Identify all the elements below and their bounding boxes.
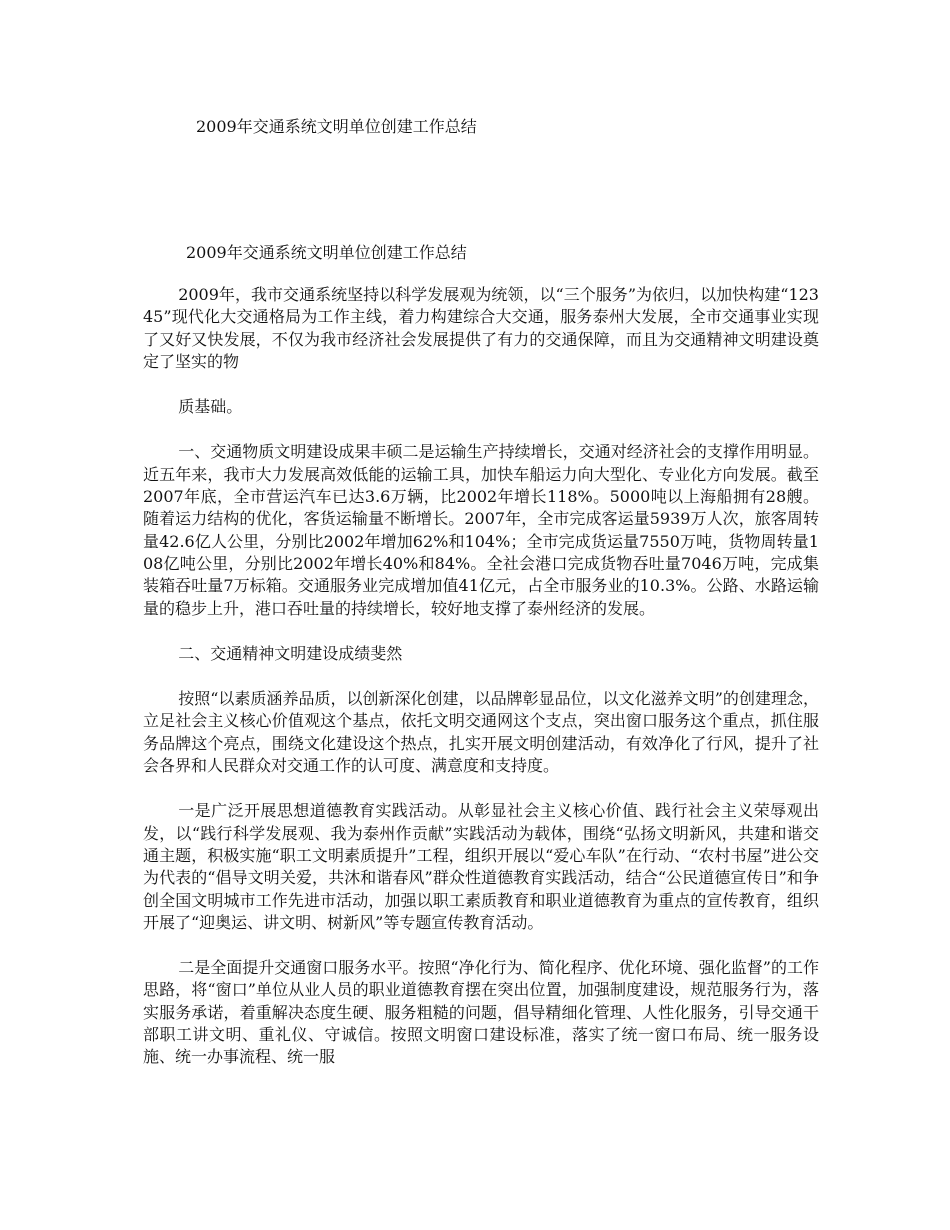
paragraph-moral-education: 一是广泛开展思想道德教育实践活动。从彰显社会主义核心价值、践行社会主义荣辱观出发，以“践行科学发展观、我为泰州作贡献”实践活动为载体，围绕“弘扬文明新风，共建和谐交通主题，积极实施“职工文明素质提升”工程，组织开展以“爱心车队”在行动、“农村书屋”进公交为代表的“倡导文明关爱，共沐和谐春风”群众性道德教育实践活动，结合“公民道德宣传日”和争创全国文明城市工作先进市活动，加强以职工素质教育和职业道德教育为重点的宣传教育，组织开展了“迎奥运、讲文明、树新风”等专题宣传教育活动。 [143, 801, 819, 932]
paragraph-window-service: 二是全面提升交通窗口服务水平。按照“净化行为、简化程序、优化环境、强化监督”的工作思路，将“窗口”单位从业人员的职业道德教育摆在突出位置，加强制度建设，规范服务行为，落实服务承诺，着重解决态度生硬、服务粗糙的问题，倡导精细化管理、人性化服务，引导交通干部职工讲文明、重礼仪、守诚信。按照文明窗口建设标准，落实了统一窗口布局、统一服务设施、统一办事流程、统一服 [143, 958, 819, 1067]
paragraph-creation-concept: 按照“以素质涵养品质，以创新深化创建，以品牌彰显品位，以文化滋养文明”的创建理念，立足社会主义核心价值观这个基点，依托文明交通网这个支点，突出窗口服务这个重点，抓住服务品牌这个亮点，围绕文化建设这个热点，扎实开展文明创建活动，有效净化了行风，提升了社会各界和人民群众对交通工作的认可度、满意度和支持度。 [143, 689, 819, 776]
section-heading-spiritual-civilization: 二、交通精神文明建设成绩斐然 [178, 643, 403, 663]
document-body [143, 284, 819, 1091]
paragraph-material-civilization: 一、交通物质文明建设成果丰硕二是运输生产持续增长，交通对经济社会的支撑作用明显。近五年来，我市大力发展高效低能的运输工具，加快车船运力向大型化、专业化方向发展。截至2007年底，全市营运汽车已达3.6万辆，比2002年增长118%。5000吨以上海船拥有28艘。随着运力结构的优化，客货运输量不断增长。2007年，全市完成客运量5939万人次，旅客周转量42.6亿人公里，分别比2002年增加62%和104%；全市完成货运量7550万吨，货物周转量108亿吨公里，分别比2002年增长40%和84%。全社会港口完成货物吞吐量7046万吨，完成集装箱吞吐量7万标箱。交通服务业完成增加值41亿元，占全市服务业的10.3%。公路、水路运输量的稳步上升，港口吞吐量的持续增长，较好地支撑了泰州经济的发展。 [143, 442, 819, 618]
paragraph-intro-continued: 质基础。 [178, 397, 243, 417]
document-body-title: 2009年交通系统文明单位创建工作总结 [186, 243, 467, 262]
paragraph-intro: 2009年，我市交通系统坚持以科学发展观为统领，以“三个服务”为依归，以加快构建“12345”现代化大交通格局为工作主线，着力构建综合大交通，服务泰州大发展，全市交通事业实现了又好又快发展，不仅为我市经济社会发展提供了有力的交通保障，而且为交通精神文明建设奠定了坚实的物 [143, 285, 819, 371]
document-header-title: 2009年交通系统文明单位创建工作总结 [196, 117, 477, 136]
